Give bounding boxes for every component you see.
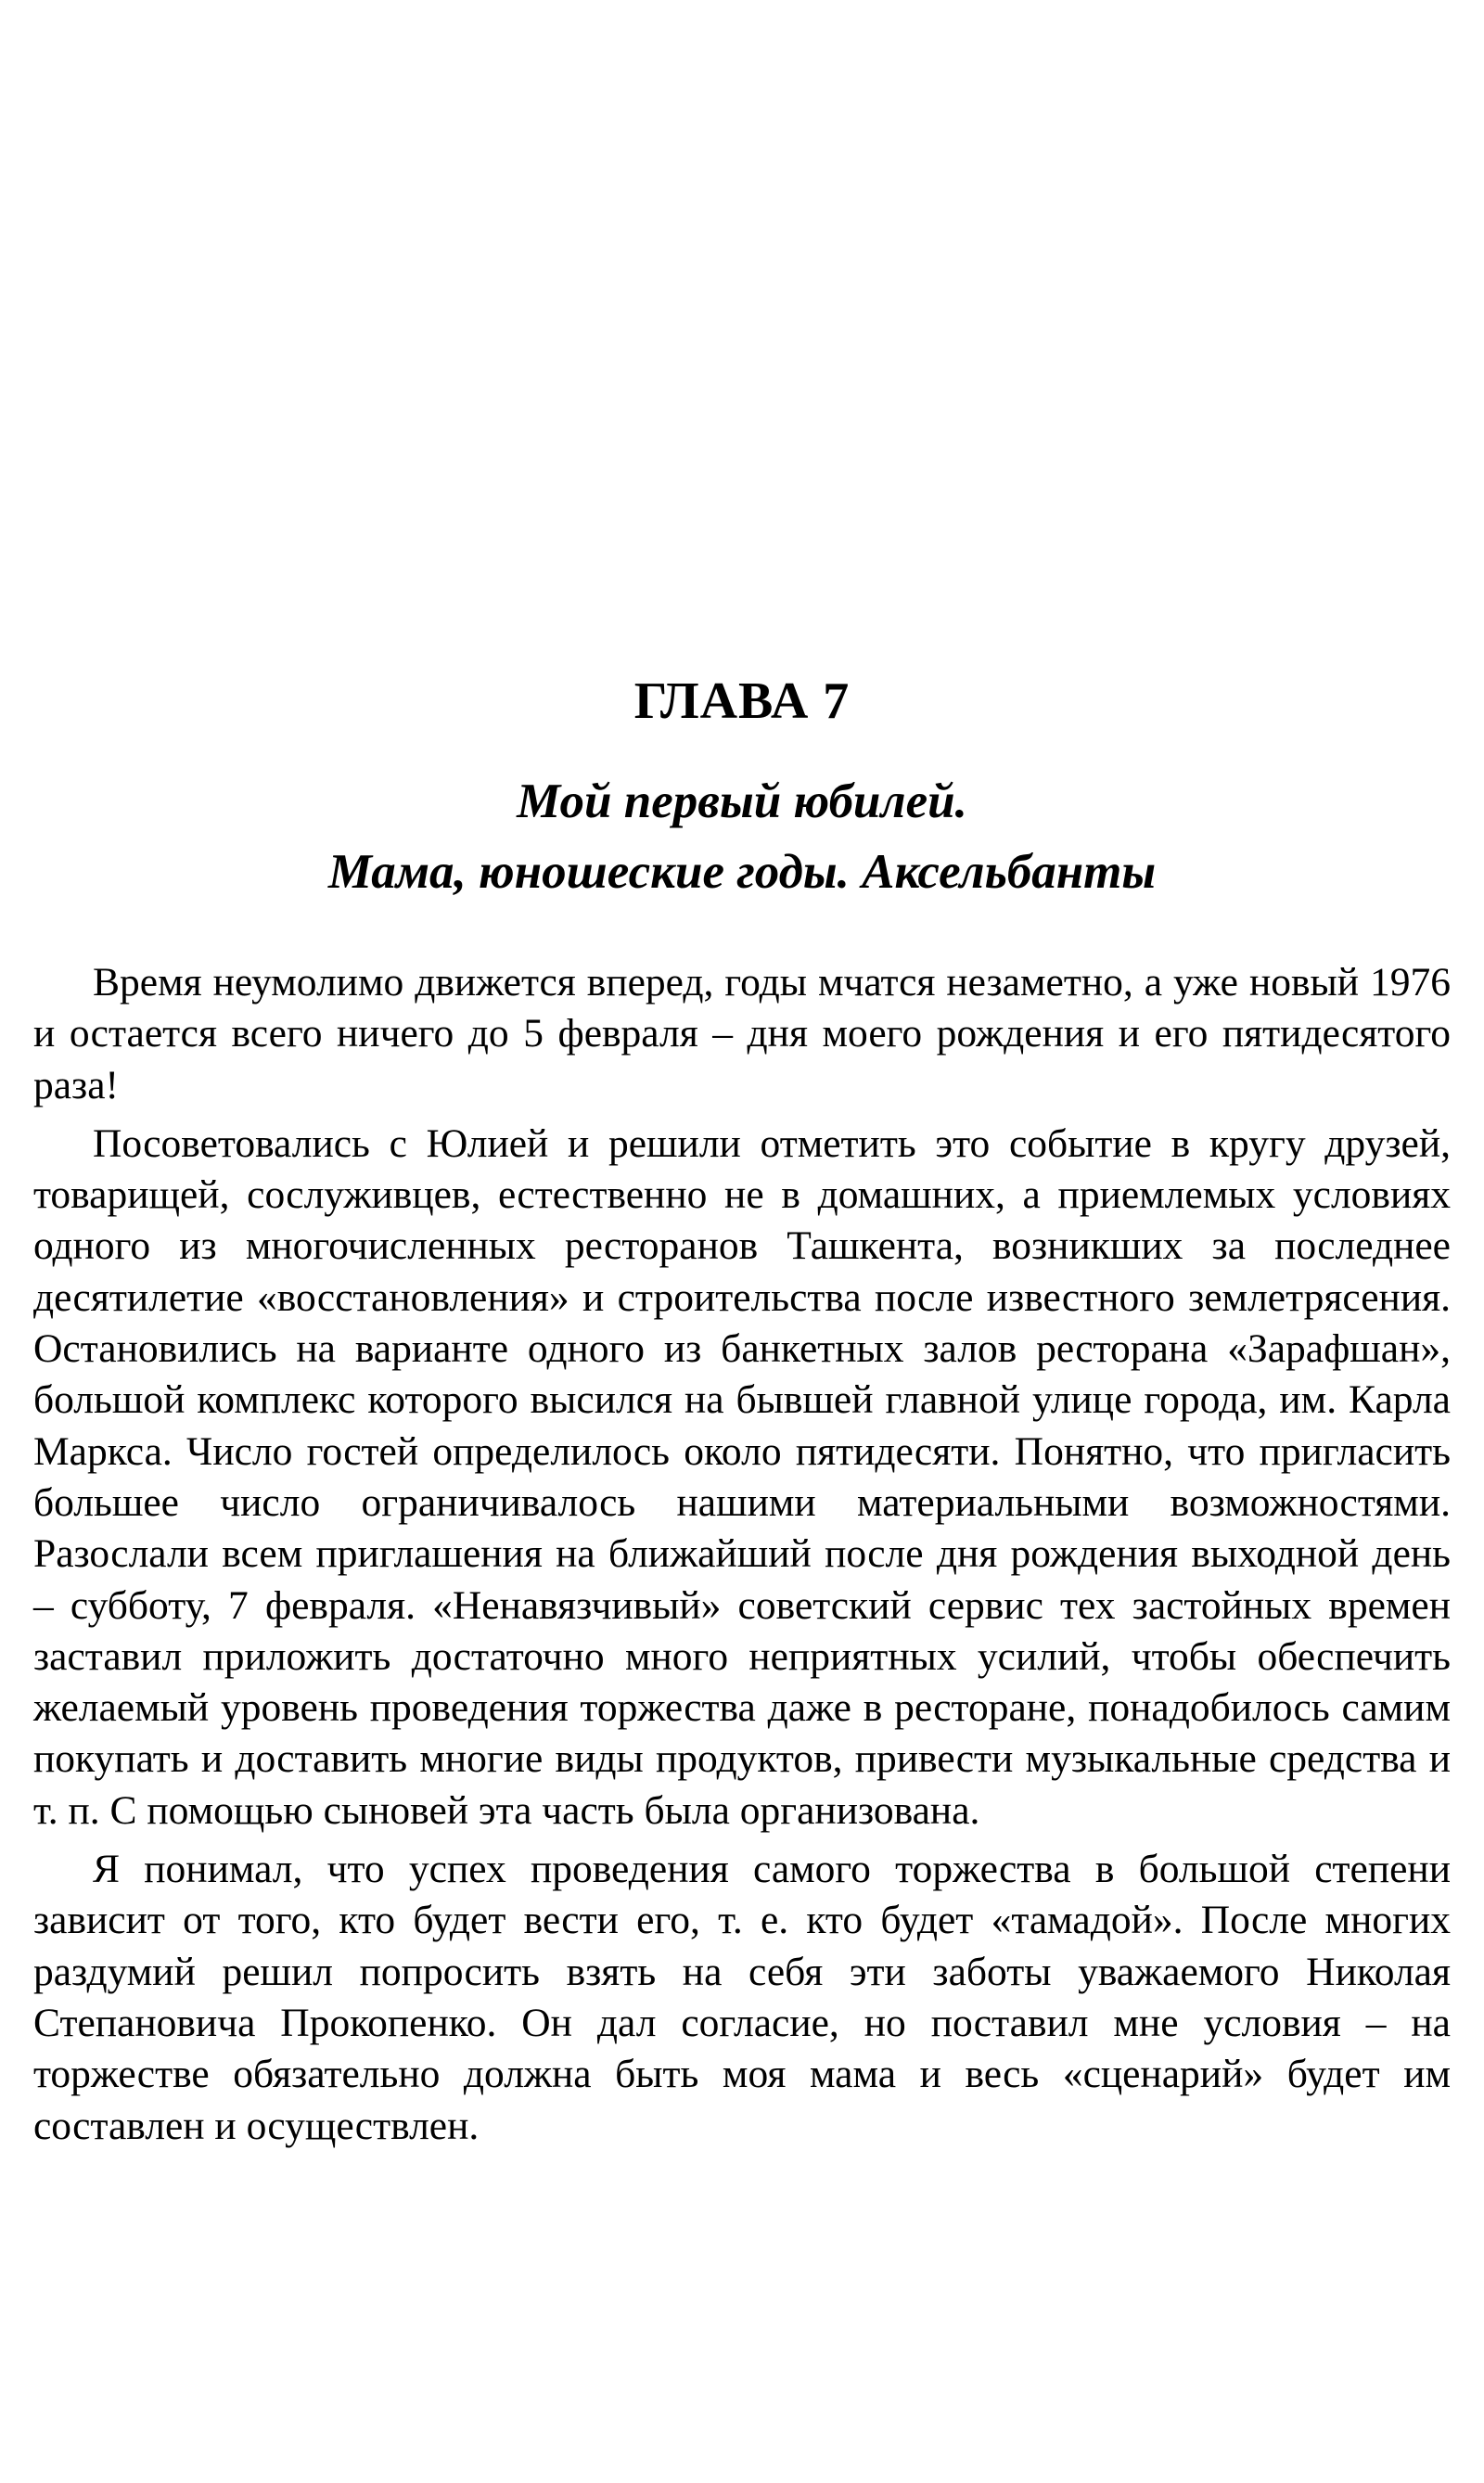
paragraph-2: Посоветовались с Юлией и решили отметить это событие в кругу друзей, товарищей, сослуживцев, естественно не в домашних, а приемлемых условиях одного из многочисленных ресторанов Ташкента, возникших за последнее десятилетие «восстановления» и строительства после известного землетрясения. Остановились на варианте одного из банкетных залов ресторана «Зарафшан», большой комплекс которого высился на бывшей главной улице города, им. Карла Маркса. Число гостей определилось около пятидесяти. Понятно, что пригласить большее число ограничивалось нашими материальными возможностями. Разослали всем приглашения на ближайший после дня рождения выходной день – субботу, 7 февраля. «Ненавязчивый» советский сервис тех застойных времен заставил приложить достаточно много неприятных усилий, чтобы обеспечить желаемый уровень проведения торжества даже в ресторане, понадобилось самим покупать и доставить многие виды продуктов, привести музыкальные средства и т. п. С помощью сыновей эта часть была организована. [33, 1120, 1451, 1833]
chapter-subtitle [33, 766, 1451, 907]
paragraph-1: Время неумолимо движется вперед, годы мчатся незаметно, а уже новый 1976 и остается всего ничего до 5 февраля – дня моего рождения и его пятидесятого раза! [33, 960, 1451, 1107]
chapter-heading: ГЛАВА 7 [633, 672, 851, 730]
chapter-subtitle-line-1: Мой первый юбилей. [517, 774, 967, 828]
book-page [33, 0, 1451, 2483]
paragraph-3: Я понимал, что успех проведения самого торжества в большой степени зависит от того, кто будет вести его, т. е. кто будет «тамадой». После многих раздумий решил попросить взять на себя эти заботы уважаемого Николая Степановича Прокопенко. Он дал согласие, но поставил мне условия – на торжестве обязательно должна быть моя мама и весь «сценарий» будет им составлен и осуществлен. [33, 1847, 1451, 2148]
chapter-subtitle-line-2: Мама, юношеские годы. Аксельбанты [327, 845, 1157, 899]
chapter-body-text [33, 957, 1451, 2152]
